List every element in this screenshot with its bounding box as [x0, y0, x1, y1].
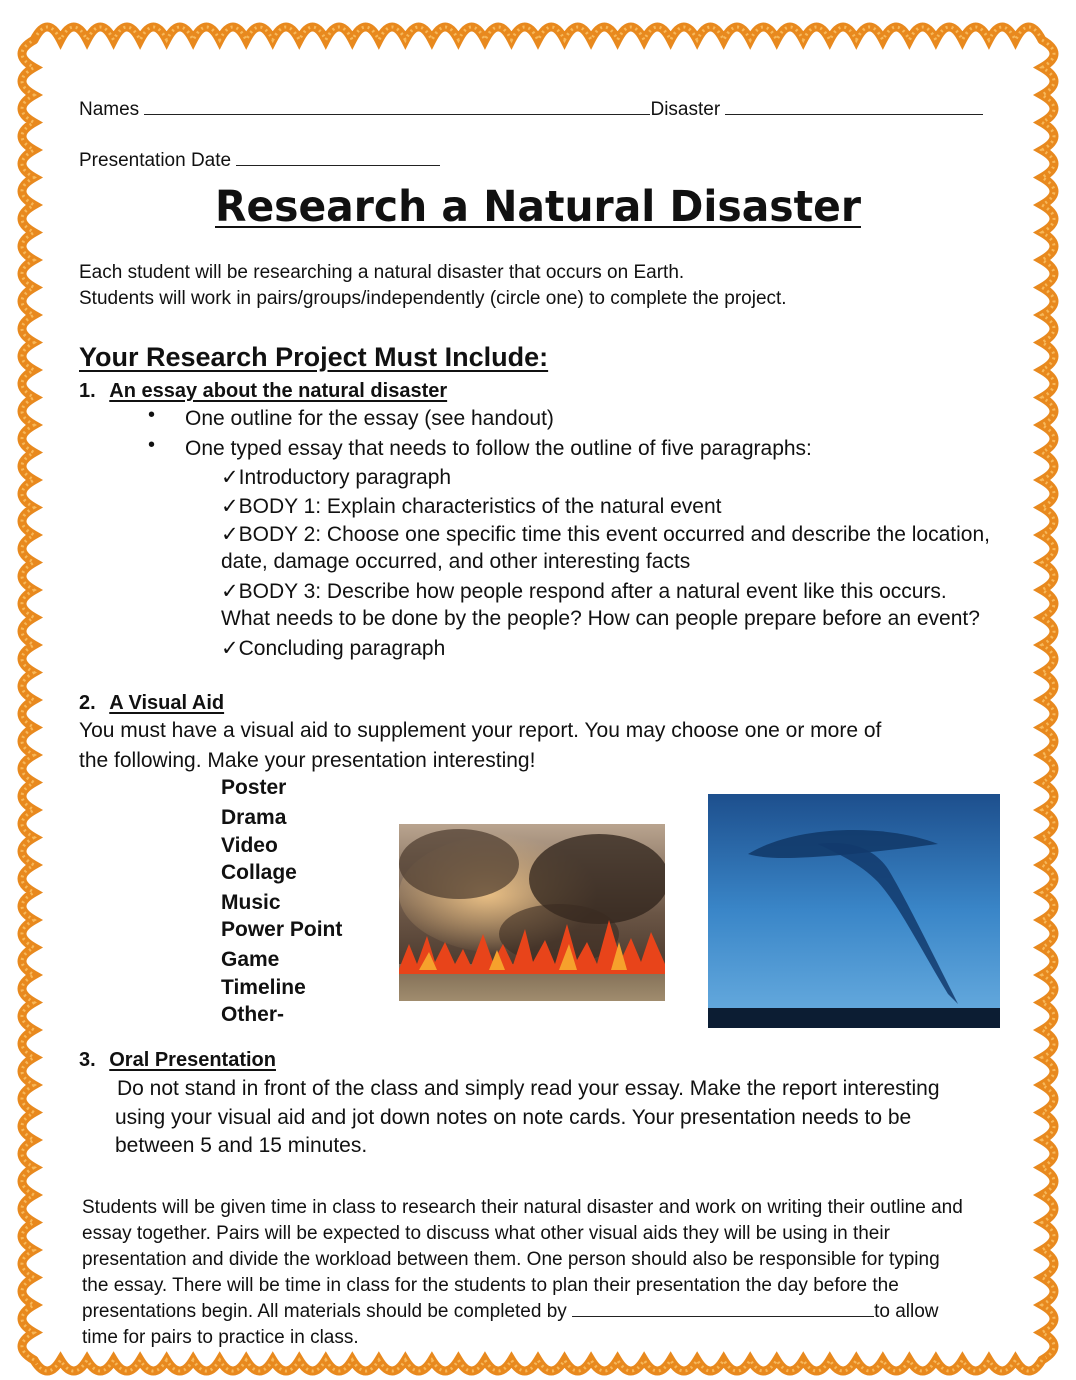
visual-aid-option: Other-: [221, 1003, 284, 1026]
checkmark-icon: ✓: [221, 580, 239, 603]
section-1-number: 1.: [79, 380, 96, 402]
section-1-title: An essay about the natural disaster: [109, 380, 448, 402]
wildfire-image: [399, 824, 665, 1001]
checkmark-icon: ✓: [221, 523, 239, 546]
names-label: Names: [79, 99, 140, 120]
checklist-text: BODY 2: Choose one specific time this event occurred and describe the location,: [238, 523, 990, 546]
section-2-heading: [79, 692, 224, 715]
footer-line: the essay. There will be time in class for the students to plan their presentation the day before the: [82, 1275, 899, 1296]
footer-line: time for pairs to practice in class.: [82, 1327, 359, 1348]
tornado-image: [708, 794, 1000, 1028]
footer-line: essay together. Pairs will be expected to discuss what other visual aids they will be using in their: [82, 1223, 890, 1244]
footer-line: Students will be given time in class to research their natural disaster and work on writing their outline and: [82, 1197, 963, 1218]
checkmark-icon: ✓: [221, 495, 239, 518]
visual-aid-option: Timeline: [221, 976, 306, 999]
names-blank-line[interactable]: [144, 96, 650, 115]
checklist-item: [221, 636, 445, 661]
presentation-date-label: Presentation Date: [79, 150, 232, 171]
footer-line: presentation and divide the workload between them. One person should also be responsible for typing: [82, 1249, 940, 1270]
section-2-desc-line-2: the following. Make your presentation interesting!: [79, 749, 536, 772]
checklist-item: [221, 494, 721, 519]
checkmark-icon: ✓: [221, 466, 239, 489]
presentation-date-blank-line[interactable]: [236, 147, 440, 166]
disaster-blank-line[interactable]: [725, 96, 983, 115]
visual-aid-option: Poster: [221, 776, 287, 799]
section-2-number: 2.: [79, 692, 96, 714]
visual-aid-option: Power Point: [221, 918, 343, 941]
section-1-bullet-2: One typed essay that needs to follow the outline of five paragraphs:: [185, 437, 812, 460]
visual-aid-option: Game: [221, 948, 280, 971]
visual-aid-option: Music: [221, 891, 281, 914]
presentation-date-field[interactable]: [79, 147, 440, 172]
bullet-icon: •: [148, 434, 156, 456]
footer-paragraph: [82, 1195, 1022, 1351]
footer-line-with-blank: [82, 1299, 1022, 1325]
visual-aid-option: Drama: [221, 806, 287, 829]
section-2-desc-line-1: You must have a visual aid to supplement your report. You may choose one or more of: [79, 719, 882, 742]
section-2-title: A Visual Aid: [109, 692, 225, 714]
footer-line: to allow: [874, 1301, 939, 1322]
page-title: Research a Natural Disaster: [214, 182, 861, 232]
bullet-icon: •: [148, 404, 156, 426]
requirements-heading: Your Research Project Must Include:: [79, 342, 549, 372]
intro-line-1: Each student will be researching a natural disaster that occurs on Earth.: [79, 262, 685, 283]
checklist-text: BODY 3: Describe how people respond after a natural event like this occurs.: [238, 580, 947, 603]
names-field[interactable]: [79, 96, 983, 121]
checkmark-icon: ✓: [221, 637, 239, 660]
section-3-number: 3.: [79, 1049, 96, 1071]
section-3-heading: [79, 1049, 276, 1072]
checklist-text: Introductory paragraph: [238, 466, 452, 489]
checklist-text: BODY 1: Explain characteristics of the natural event: [238, 495, 722, 518]
section-1-bullet-1: One outline for the essay (see handout): [185, 407, 554, 430]
visual-aid-option: Collage: [221, 861, 297, 884]
checklist-item: [221, 522, 990, 547]
section-1-heading: [79, 380, 447, 403]
section-3-title: Oral Presentation: [109, 1049, 276, 1071]
checklist-continuation: What needs to be done by the people? How can people prepare before an event?: [221, 607, 980, 630]
intro-line-2: Students will work in pairs/groups/independently (circle one) to complete the project.: [79, 288, 787, 309]
checklist-continuation: date, damage occurred, and other interesting facts: [221, 550, 691, 573]
section-3-line-1: Do not stand in front of the class and simply read your essay. Make the report interesting: [117, 1077, 940, 1100]
visual-aid-option: Video: [221, 834, 278, 857]
checklist-item: [221, 465, 451, 490]
section-3-line-3: between 5 and 15 minutes.: [115, 1134, 368, 1157]
checklist-item: [221, 579, 947, 604]
checklist-text: Concluding paragraph: [238, 637, 446, 660]
disaster-label: Disaster: [650, 99, 721, 120]
completion-date-blank-line[interactable]: [572, 1300, 874, 1317]
section-3-line-2: using your visual aid and jot down notes on note cards. Your presentation needs to be: [115, 1106, 912, 1129]
footer-line: presentations begin. All materials should be completed by: [82, 1301, 567, 1322]
